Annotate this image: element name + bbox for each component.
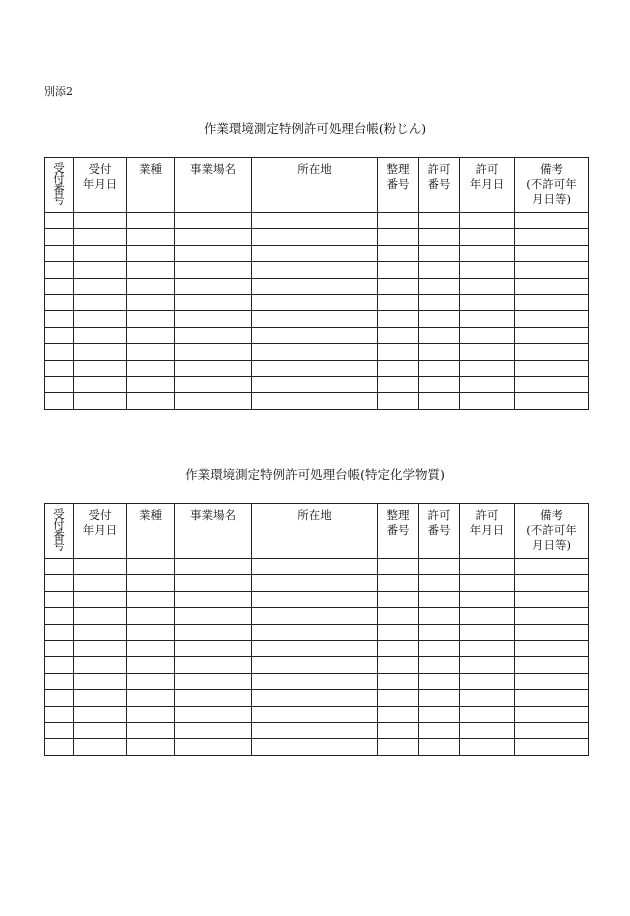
table-cell	[378, 311, 419, 327]
table-cell	[175, 690, 252, 706]
table-cell	[45, 360, 74, 376]
table-cell	[127, 608, 175, 624]
table-cell	[378, 245, 419, 261]
table-cell	[74, 360, 127, 376]
table-cell	[515, 278, 589, 294]
table-cell	[127, 327, 175, 343]
table-cell	[515, 624, 589, 640]
table-cell	[74, 393, 127, 409]
table-cell	[74, 213, 127, 229]
col-receipt-date: 受付 年月日	[74, 504, 127, 559]
table-cell	[378, 608, 419, 624]
table-cell	[378, 657, 419, 673]
table-cell	[419, 722, 460, 738]
table-row	[45, 673, 589, 689]
table-row	[45, 624, 589, 640]
table-cell	[175, 559, 252, 575]
table-row	[45, 311, 589, 327]
table-cell	[378, 393, 419, 409]
table-cell	[515, 393, 589, 409]
table-cell	[127, 690, 175, 706]
table-cell	[419, 575, 460, 591]
table-cell	[419, 311, 460, 327]
table-cell	[127, 344, 175, 360]
table-cell	[419, 294, 460, 310]
table-cell	[127, 657, 175, 673]
table-cell	[252, 360, 378, 376]
table-cell	[378, 690, 419, 706]
table-cell	[419, 262, 460, 278]
table-cell	[460, 393, 515, 409]
table-cell	[127, 262, 175, 278]
table-cell	[460, 640, 515, 656]
table-row	[45, 706, 589, 722]
table-cell	[127, 559, 175, 575]
table-cell	[175, 245, 252, 261]
table-row	[45, 376, 589, 392]
table-cell	[460, 294, 515, 310]
table-cell	[515, 229, 589, 245]
table-cell	[252, 245, 378, 261]
table-cell	[252, 624, 378, 640]
table-cell	[419, 591, 460, 607]
table-cell	[45, 376, 74, 392]
table-cell	[74, 608, 127, 624]
col-receipt-number: 受付番号	[45, 504, 74, 559]
table-cell	[378, 376, 419, 392]
table-cell	[460, 591, 515, 607]
table-cell	[378, 327, 419, 343]
table-cell	[378, 294, 419, 310]
table-row	[45, 262, 589, 278]
col-remarks: 備考 (不許可年 月日等)	[515, 158, 589, 213]
table-cell	[378, 739, 419, 755]
table-cell	[378, 559, 419, 575]
table-cell	[515, 690, 589, 706]
table-cell	[515, 591, 589, 607]
table-cell	[45, 739, 74, 755]
table-cell	[74, 575, 127, 591]
table-cell	[515, 559, 589, 575]
table-cell	[378, 640, 419, 656]
table-cell	[127, 575, 175, 591]
table-cell	[515, 739, 589, 755]
table-cell	[515, 608, 589, 624]
table-cell	[74, 624, 127, 640]
chemical-ledger-table	[44, 503, 589, 756]
table-cell	[460, 213, 515, 229]
table-cell	[460, 311, 515, 327]
table-cell	[252, 739, 378, 755]
chemical-ledger-title: 作業環境測定特例許可処理台帳(特定化学物質)	[185, 467, 445, 482]
table-cell	[175, 294, 252, 310]
table-cell	[45, 311, 74, 327]
table-row	[45, 327, 589, 343]
table-cell	[127, 311, 175, 327]
table-cell	[252, 690, 378, 706]
table-cell	[175, 213, 252, 229]
table-cell	[460, 327, 515, 343]
table-cell	[127, 376, 175, 392]
table-cell	[45, 262, 74, 278]
table-cell	[127, 591, 175, 607]
table-row	[45, 608, 589, 624]
table-cell	[127, 624, 175, 640]
table-cell	[127, 673, 175, 689]
table-cell	[252, 344, 378, 360]
table-cell	[378, 262, 419, 278]
table-cell	[127, 393, 175, 409]
table-cell	[419, 213, 460, 229]
table-cell	[74, 690, 127, 706]
table-cell	[460, 624, 515, 640]
table-cell	[252, 262, 378, 278]
table-row	[45, 393, 589, 409]
table-cell	[419, 327, 460, 343]
table-cell	[175, 575, 252, 591]
table-cell	[460, 739, 515, 755]
table-cell	[74, 245, 127, 261]
table-cell	[419, 393, 460, 409]
table-cell	[378, 575, 419, 591]
col-permit-date: 許可 年月日	[460, 158, 515, 213]
table-cell	[175, 673, 252, 689]
col-receipt-date: 受付 年月日	[74, 158, 127, 213]
table-row	[45, 229, 589, 245]
table-cell	[74, 344, 127, 360]
table-cell	[515, 311, 589, 327]
col-permit-number: 許可 番号	[419, 504, 460, 559]
table-cell	[175, 624, 252, 640]
table-cell	[175, 393, 252, 409]
table-cell	[74, 376, 127, 392]
table-cell	[74, 706, 127, 722]
table-cell	[419, 344, 460, 360]
table-cell	[74, 640, 127, 656]
table-row	[45, 739, 589, 755]
table-cell	[74, 657, 127, 673]
table-cell	[252, 213, 378, 229]
annex-label: 別添2	[44, 85, 73, 98]
table-row	[45, 294, 589, 310]
dust-ledger-title: 作業環境測定特例許可処理台帳(粉じん)	[203, 121, 427, 136]
table-cell	[252, 559, 378, 575]
table-cell	[127, 229, 175, 245]
table-cell	[74, 311, 127, 327]
table-cell	[515, 640, 589, 656]
table-row	[45, 559, 589, 575]
table-cell	[460, 559, 515, 575]
table-cell	[45, 608, 74, 624]
table-cell	[378, 344, 419, 360]
dust-ledger-table	[44, 157, 589, 410]
table-cell	[45, 673, 74, 689]
table-cell	[252, 673, 378, 689]
table-cell	[252, 229, 378, 245]
table-row	[45, 278, 589, 294]
table-cell	[419, 229, 460, 245]
table-cell	[252, 294, 378, 310]
table-cell	[419, 360, 460, 376]
table-cell	[45, 706, 74, 722]
col-permit-date: 許可 年月日	[460, 504, 515, 559]
table-cell	[252, 278, 378, 294]
table-cell	[127, 706, 175, 722]
table-cell	[419, 608, 460, 624]
table-cell	[74, 262, 127, 278]
table-row	[45, 722, 589, 738]
table-cell	[175, 311, 252, 327]
col-permit-number: 許可 番号	[419, 158, 460, 213]
table-cell	[460, 657, 515, 673]
table-row	[45, 657, 589, 673]
table-row	[45, 245, 589, 261]
table-cell	[515, 706, 589, 722]
table-cell	[419, 673, 460, 689]
table-cell	[74, 739, 127, 755]
table-cell	[45, 640, 74, 656]
table-cell	[460, 575, 515, 591]
dust-ledger-body	[45, 213, 589, 410]
table-cell	[515, 657, 589, 673]
table-row	[45, 591, 589, 607]
table-cell	[175, 327, 252, 343]
table-cell	[45, 213, 74, 229]
table-cell	[45, 344, 74, 360]
table-cell	[45, 327, 74, 343]
table-cell	[45, 229, 74, 245]
table-cell	[378, 360, 419, 376]
header-row	[45, 158, 589, 213]
table-row	[45, 690, 589, 706]
table-cell	[45, 591, 74, 607]
table-cell	[460, 722, 515, 738]
col-workplace-name: 事業場名	[175, 504, 252, 559]
table-cell	[175, 657, 252, 673]
table-cell	[127, 360, 175, 376]
table-row	[45, 344, 589, 360]
table-cell	[419, 278, 460, 294]
table-row	[45, 640, 589, 656]
table-cell	[252, 657, 378, 673]
table-row	[45, 360, 589, 376]
table-cell	[74, 722, 127, 738]
col-reference-number: 整理 番号	[378, 504, 419, 559]
table-cell	[515, 294, 589, 310]
table-cell	[515, 344, 589, 360]
table-cell	[460, 262, 515, 278]
table-cell	[515, 262, 589, 278]
table-cell	[175, 706, 252, 722]
table-cell	[175, 722, 252, 738]
table-row	[45, 575, 589, 591]
table-cell	[419, 706, 460, 722]
table-cell	[515, 213, 589, 229]
col-industry: 業種	[127, 504, 175, 559]
table-cell	[515, 722, 589, 738]
table-cell	[378, 278, 419, 294]
table-cell	[419, 245, 460, 261]
table-cell	[175, 608, 252, 624]
table-cell	[515, 327, 589, 343]
table-cell	[252, 591, 378, 607]
table-cell	[74, 559, 127, 575]
table-cell	[45, 722, 74, 738]
table-cell	[74, 591, 127, 607]
table-cell	[252, 393, 378, 409]
table-cell	[252, 608, 378, 624]
table-cell	[45, 294, 74, 310]
table-cell	[460, 229, 515, 245]
table-cell	[45, 393, 74, 409]
table-cell	[127, 739, 175, 755]
table-cell	[45, 657, 74, 673]
table-cell	[252, 640, 378, 656]
table-cell	[378, 673, 419, 689]
col-workplace-name: 事業場名	[175, 158, 252, 213]
table-cell	[515, 360, 589, 376]
table-cell	[74, 327, 127, 343]
col-remarks: 備考 (不許可年 月日等)	[515, 504, 589, 559]
table-cell	[175, 278, 252, 294]
table-cell	[127, 722, 175, 738]
table-cell	[460, 690, 515, 706]
table-cell	[175, 262, 252, 278]
table-cell	[127, 245, 175, 261]
table-cell	[127, 294, 175, 310]
table-cell	[460, 245, 515, 261]
table-cell	[460, 706, 515, 722]
table-cell	[45, 624, 74, 640]
col-receipt-number: 受付番号	[45, 158, 74, 213]
table-cell	[175, 739, 252, 755]
table-cell	[127, 213, 175, 229]
table-cell	[378, 213, 419, 229]
table-cell	[515, 575, 589, 591]
table-cell	[378, 624, 419, 640]
table-cell	[127, 640, 175, 656]
table-cell	[460, 344, 515, 360]
table-cell	[378, 706, 419, 722]
table-cell	[127, 278, 175, 294]
table-cell	[45, 559, 74, 575]
table-cell	[460, 376, 515, 392]
table-cell	[515, 245, 589, 261]
col-location: 所在地	[252, 158, 378, 213]
table-cell	[175, 640, 252, 656]
col-location: 所在地	[252, 504, 378, 559]
table-cell	[175, 344, 252, 360]
header-row	[45, 504, 589, 559]
table-cell	[252, 376, 378, 392]
table-cell	[45, 690, 74, 706]
table-cell	[252, 706, 378, 722]
table-cell	[45, 245, 74, 261]
table-cell	[175, 376, 252, 392]
table-cell	[45, 575, 74, 591]
table-row	[45, 213, 589, 229]
table-cell	[378, 229, 419, 245]
table-cell	[74, 278, 127, 294]
table-cell	[378, 722, 419, 738]
table-cell	[175, 591, 252, 607]
col-reference-number: 整理 番号	[378, 158, 419, 213]
table-cell	[74, 229, 127, 245]
table-cell	[45, 278, 74, 294]
table-cell	[378, 591, 419, 607]
table-cell	[419, 559, 460, 575]
table-cell	[460, 278, 515, 294]
col-industry: 業種	[127, 158, 175, 213]
table-cell	[460, 673, 515, 689]
table-cell	[419, 624, 460, 640]
table-cell	[252, 327, 378, 343]
table-cell	[74, 673, 127, 689]
table-cell	[175, 360, 252, 376]
table-cell	[74, 294, 127, 310]
chemical-ledger-body	[45, 559, 589, 756]
table-cell	[460, 608, 515, 624]
table-cell	[419, 657, 460, 673]
table-cell	[515, 673, 589, 689]
table-cell	[175, 229, 252, 245]
table-cell	[419, 739, 460, 755]
table-cell	[252, 311, 378, 327]
table-cell	[460, 360, 515, 376]
table-cell	[515, 376, 589, 392]
table-cell	[419, 640, 460, 656]
table-cell	[419, 690, 460, 706]
table-cell	[252, 575, 378, 591]
table-cell	[419, 376, 460, 392]
table-cell	[252, 722, 378, 738]
